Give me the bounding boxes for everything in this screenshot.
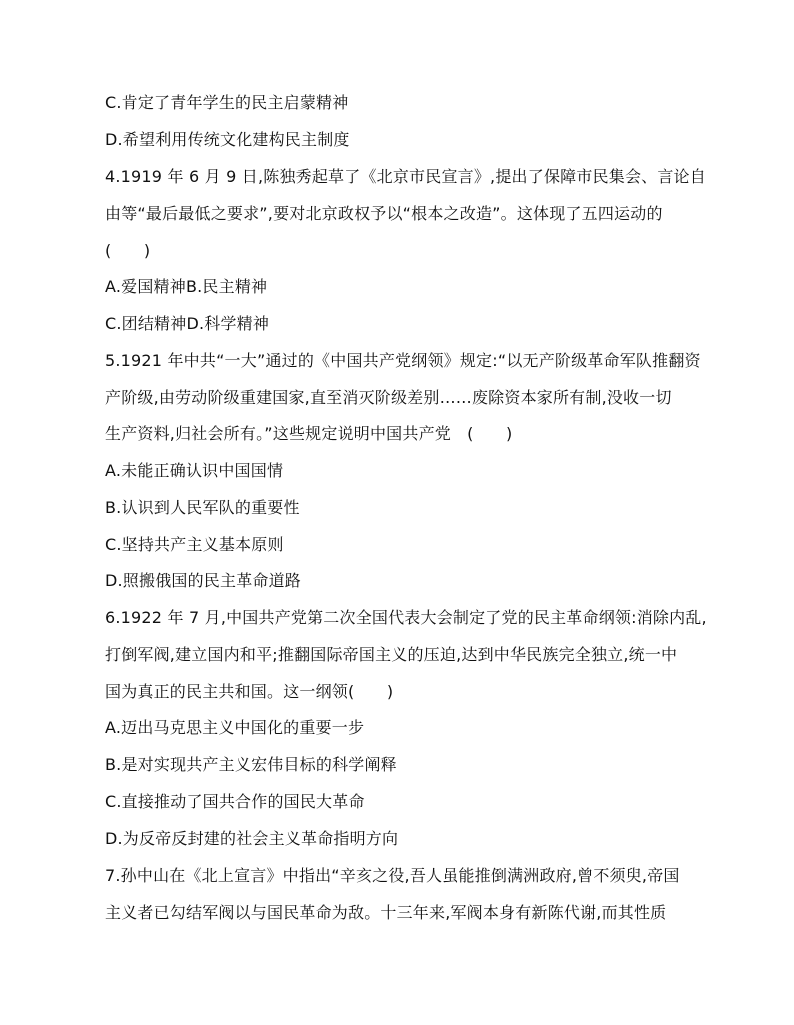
question-5-option-d: D.照搬俄国的民主革命道路	[105, 571, 302, 590]
question-6-option-d: D.为反帝反封建的社会主义革命指明方向	[105, 829, 399, 848]
question-6-line-1: 6.1922 年 7 月,中国共产党第二次全国代表大会制定了党的民主革命纲领:消除内乱,	[105, 608, 707, 627]
question-4-line-2: 由等“最后最低之要求”,要对北京政权予以“根本之改造”。这体现了五四运动的	[105, 204, 663, 223]
option-c-q3: C.肯定了青年学生的民主启蒙精神	[105, 93, 349, 112]
question-7-line-1: 7.孙中山在《北上宣言》中指出“辛亥之役,吾人虽能推倒满洲政府,曾不须臾,帝国	[105, 866, 680, 885]
question-5-line-2: 产阶级,由劳动阶级重建国家,直至消灭阶级差别……废除资本家所有制,没收一切	[105, 388, 672, 407]
question-6-option-c: C.直接推动了国共合作的国民大革命	[105, 792, 365, 811]
question-6-option-a: A.迈出马克思主义中国化的重要一步	[105, 718, 365, 737]
question-4-options-ab: A.爱国精神B.民主精神	[105, 277, 268, 296]
question-4-line-1: 4.1919 年 6 月 9 日,陈独秀起草了《北京市民宣言》,提出了保障市民集会、言论自	[105, 167, 706, 186]
option-d-q3: D.希望利用传统文化建构民主制度	[105, 130, 350, 149]
question-7-line-2: 主义者已勾结军阀以与国民革命为敌。十三年来,军阀本身有新陈代谢,而其性质	[105, 903, 667, 922]
question-6-option-b: B.是对实现共产主义宏伟目标的科学阐释	[105, 755, 397, 774]
question-4-answer-blank: ( )	[105, 241, 151, 260]
question-5-line-1: 5.1921 年中共“一大”通过的《中国共产党纲领》规定:“以无产阶级革命军队推翻资	[105, 351, 701, 370]
question-5-option-c: C.坚持共产主义基本原则	[105, 535, 284, 554]
question-4-options-cd: C.团结精神D.科学精神	[105, 314, 270, 333]
question-5-option-a: A.未能正确认识中国国情	[105, 461, 284, 480]
question-5-line-3: 生产资料,归社会所有。”这些规定说明中国共产党 ( )	[105, 424, 513, 443]
question-6-line-2: 打倒军阀,建立国内和平;推翻国际帝国主义的压迫,达到中华民族完全独立,统一中	[105, 645, 678, 664]
question-6-line-3: 国为真正的民主共和国。这一纲领( )	[105, 682, 394, 701]
question-5-option-b: B.认识到人民军队的重要性	[105, 498, 300, 517]
